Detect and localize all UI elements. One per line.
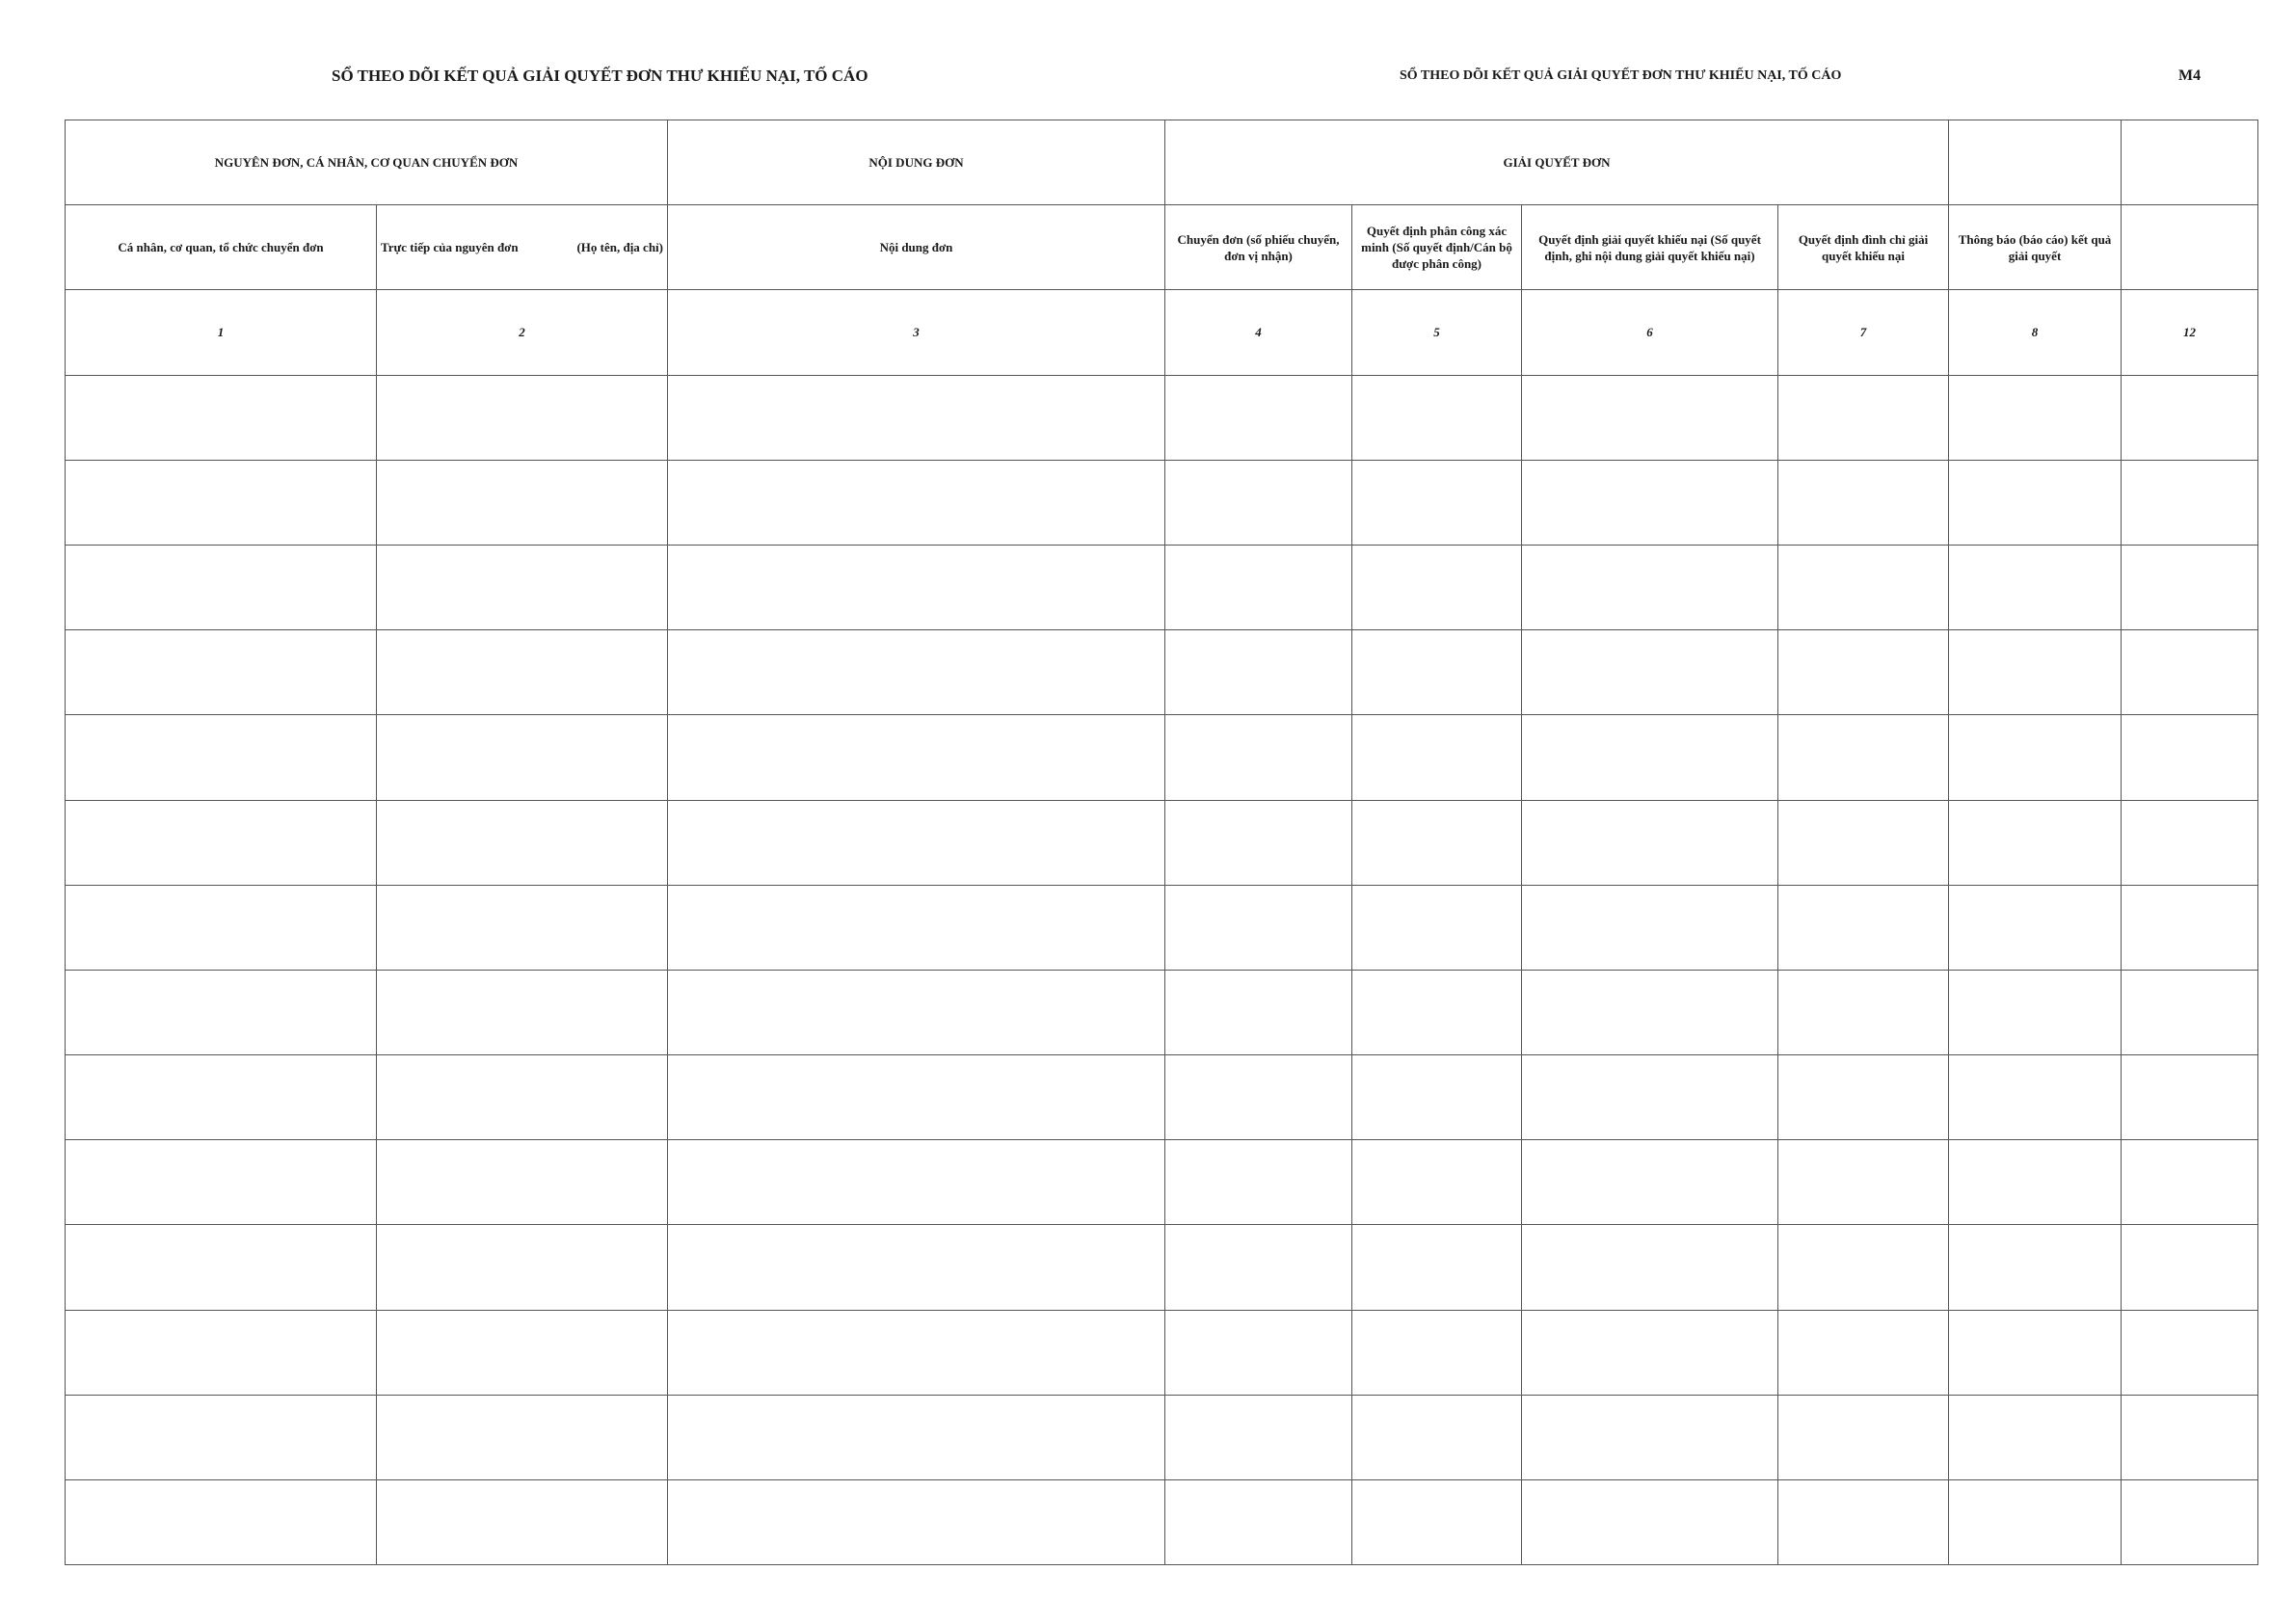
table-cell [66, 885, 377, 970]
table-cell [1352, 1225, 1522, 1310]
table-cell [66, 630, 377, 715]
table-cell [1522, 1395, 1778, 1479]
table-cell [66, 800, 377, 885]
table-cell [1778, 1225, 1949, 1310]
table-cell [2122, 1225, 2258, 1310]
table-cell [1352, 545, 1522, 629]
table-row [66, 1480, 2258, 1565]
table-cell [1522, 1140, 1778, 1225]
column-header-2-label: Trực tiếp của nguyên đơn [381, 240, 519, 255]
table-cell [1352, 1140, 1522, 1225]
table-cell [377, 545, 668, 629]
table-cell [1352, 375, 1522, 460]
table-cell [1165, 885, 1352, 970]
column-number: 5 [1352, 290, 1522, 375]
table-cell [1522, 1055, 1778, 1140]
column-header-4: Chuyển đơn (số phiếu chuyển, đơn vị nhận) [1165, 205, 1352, 290]
table-cell [2122, 1395, 2258, 1479]
table-cell [377, 1395, 668, 1479]
table-cell [1778, 970, 1949, 1054]
table-row [66, 1225, 2258, 1310]
column-header-8: Thông báo (báo cáo) kết quả giải quyết [1949, 205, 2122, 290]
group-header-empty-cell [1949, 120, 2122, 205]
table-row [66, 715, 2258, 800]
table-cell [668, 1395, 1165, 1479]
table-cell [1522, 630, 1778, 715]
column-header-2-suffix: (Họ tên, địa chỉ) [576, 240, 663, 255]
table-cell [1522, 885, 1778, 970]
table-cell [66, 1480, 377, 1565]
complaint-ledger-table [65, 120, 2258, 1565]
table-cell [2122, 885, 2258, 970]
table-cell [1522, 460, 1778, 545]
table-cell [668, 1480, 1165, 1565]
table-cell [1949, 1310, 2122, 1395]
table-cell [66, 460, 377, 545]
table-cell [1165, 970, 1352, 1054]
table-cell [1949, 375, 2122, 460]
table-cell [2122, 715, 2258, 800]
table-cell [377, 885, 668, 970]
table-row [66, 1055, 2258, 1140]
table-cell [2122, 800, 2258, 885]
table-cell [668, 1140, 1165, 1225]
table-cell [2122, 460, 2258, 545]
table-cell [1522, 715, 1778, 800]
column-number: 1 [66, 290, 377, 375]
table-cell [1522, 1225, 1778, 1310]
table-cell [377, 715, 668, 800]
table-cell [1778, 715, 1949, 800]
table-cell [1165, 1310, 1352, 1395]
form-code: M4 [2178, 67, 2202, 84]
column-header-5: Quyết định phân công xác minh (Số quyết định/Cán bộ được phân công) [1352, 205, 1522, 290]
table-row [66, 885, 2258, 970]
table-cell [377, 1140, 668, 1225]
group-header-giai-quyet-don: GIẢI QUYẾT ĐƠN [1165, 120, 1949, 205]
table-cell [1522, 970, 1778, 1054]
table-cell [66, 970, 377, 1054]
group-header-noi-dung-don: NỘI DUNG ĐƠN [668, 120, 1165, 205]
table-cell [66, 1310, 377, 1395]
table-cell [668, 460, 1165, 545]
column-number: 8 [1949, 290, 2122, 375]
table-cell [377, 630, 668, 715]
table-cell [1949, 545, 2122, 629]
table-cell [1949, 1055, 2122, 1140]
table-cell [1949, 800, 2122, 885]
column-header-2 [377, 205, 668, 290]
column-number: 3 [668, 290, 1165, 375]
table-cell [1949, 970, 2122, 1054]
table-cell [1778, 885, 1949, 970]
table-cell [66, 545, 377, 629]
table-cell [1165, 800, 1352, 885]
column-number: 4 [1165, 290, 1352, 375]
column-number: 6 [1522, 290, 1778, 375]
table-cell [1522, 375, 1778, 460]
table-cell [1778, 1480, 1949, 1565]
table-row [66, 1395, 2258, 1479]
table-cell [1522, 800, 1778, 885]
table-cell [2122, 970, 2258, 1054]
table-row [66, 375, 2258, 460]
table-cell [1949, 630, 2122, 715]
table-row [66, 545, 2258, 629]
table-cell [1352, 800, 1522, 885]
table-cell [377, 1055, 668, 1140]
table-row [66, 970, 2258, 1054]
table-cell [1352, 885, 1522, 970]
table-cell [1165, 545, 1352, 629]
table-cell [1165, 460, 1352, 545]
table-cell [668, 545, 1165, 629]
table-cell [1352, 970, 1522, 1054]
table-cell [1778, 1395, 1949, 1479]
table-row [66, 1310, 2258, 1395]
table-cell [66, 375, 377, 460]
table-cell [2122, 1140, 2258, 1225]
column-header-3: Nội dung đơn [668, 205, 1165, 290]
group-header-nguyen-don: NGUYÊN ĐƠN, CÁ NHÂN, CƠ QUAN CHUYỂN ĐƠN [66, 120, 668, 205]
table-cell [1522, 545, 1778, 629]
table-cell [1165, 630, 1352, 715]
table-cell [2122, 375, 2258, 460]
table-cell [2122, 1055, 2258, 1140]
table-cell [1778, 545, 1949, 629]
table-cell [377, 1480, 668, 1565]
table-cell [2122, 630, 2258, 715]
ledger-title-right: SỔ THEO DÕI KẾT QUẢ GIẢI QUYẾT ĐƠN THƯ KHIẾU NẠI, TỐ CÁO [1400, 68, 1842, 83]
table-cell [2122, 1310, 2258, 1395]
table-cell [668, 715, 1165, 800]
table-cell [1352, 1395, 1522, 1479]
table-cell [668, 1055, 1165, 1140]
table-cell [377, 800, 668, 885]
table-row [66, 630, 2258, 715]
table-cell [377, 375, 668, 460]
table-cell [1778, 1055, 1949, 1140]
table-cell [668, 800, 1165, 885]
table-row [66, 800, 2258, 885]
table-cell [2122, 1480, 2258, 1565]
table-cell [668, 885, 1165, 970]
table-cell [377, 1225, 668, 1310]
table-cell [1949, 1225, 2122, 1310]
table-cell [1165, 1225, 1352, 1310]
table-cell [66, 715, 377, 800]
table-row [66, 1140, 2258, 1225]
column-header-6: Quyết định giải quyết khiếu nại (Số quyết định, ghi nội dung giải quyết khiếu nại) [1522, 205, 1778, 290]
column-header-7: Quyết định đình chỉ giải quyết khiếu nại [1778, 205, 1949, 290]
column-number-row [66, 290, 2258, 375]
table-row [66, 460, 2258, 545]
table-cell [2122, 545, 2258, 629]
table-cell [1165, 1055, 1352, 1140]
table-cell [668, 630, 1165, 715]
table-cell [1522, 1480, 1778, 1565]
table-cell [66, 1055, 377, 1140]
table-cell [1778, 460, 1949, 545]
table-cell [1165, 1480, 1352, 1565]
table-cell [377, 970, 668, 1054]
table-cell [1165, 1140, 1352, 1225]
table-cell [377, 1310, 668, 1395]
table-cell [1352, 1310, 1522, 1395]
table-cell [668, 970, 1165, 1054]
table-cell [1949, 885, 2122, 970]
table-cell [66, 1225, 377, 1310]
table-cell [1778, 1140, 1949, 1225]
column-number: 2 [377, 290, 668, 375]
table-cell [1949, 1140, 2122, 1225]
table-cell [377, 460, 668, 545]
table-cell [1352, 630, 1522, 715]
table-cell [1352, 1055, 1522, 1140]
column-number: 12 [2122, 290, 2258, 375]
table-cell [1949, 1480, 2122, 1565]
ledger-title-left: SỔ THEO DÕI KẾT QUẢ GIẢI QUYẾT ĐƠN THƯ KHIẾU NẠI, TỐ CÁO [332, 67, 868, 85]
table-cell [66, 1140, 377, 1225]
table-cell [1165, 375, 1352, 460]
table-cell [1778, 1310, 1949, 1395]
table-cell [1522, 1310, 1778, 1395]
table-cell [1949, 715, 2122, 800]
table-cell [1778, 800, 1949, 885]
table-cell [668, 1310, 1165, 1395]
table-cell [1949, 460, 2122, 545]
table-cell [668, 375, 1165, 460]
table-cell [1778, 630, 1949, 715]
table-cell [1352, 460, 1522, 545]
table-cell [1778, 375, 1949, 460]
table-cell [1165, 1395, 1352, 1479]
group-header-empty-cell [2122, 120, 2258, 205]
column-header-1: Cá nhân, cơ quan, tổ chức chuyển đơn [66, 205, 377, 290]
table-cell [1352, 1480, 1522, 1565]
table-cell [1165, 715, 1352, 800]
table-cell [668, 1225, 1165, 1310]
table-cell [66, 1395, 377, 1479]
table-cell [1352, 715, 1522, 800]
column-header-row [66, 205, 2258, 290]
column-number: 7 [1778, 290, 1949, 375]
group-header-row [66, 120, 2258, 205]
table-cell [1949, 1395, 2122, 1479]
